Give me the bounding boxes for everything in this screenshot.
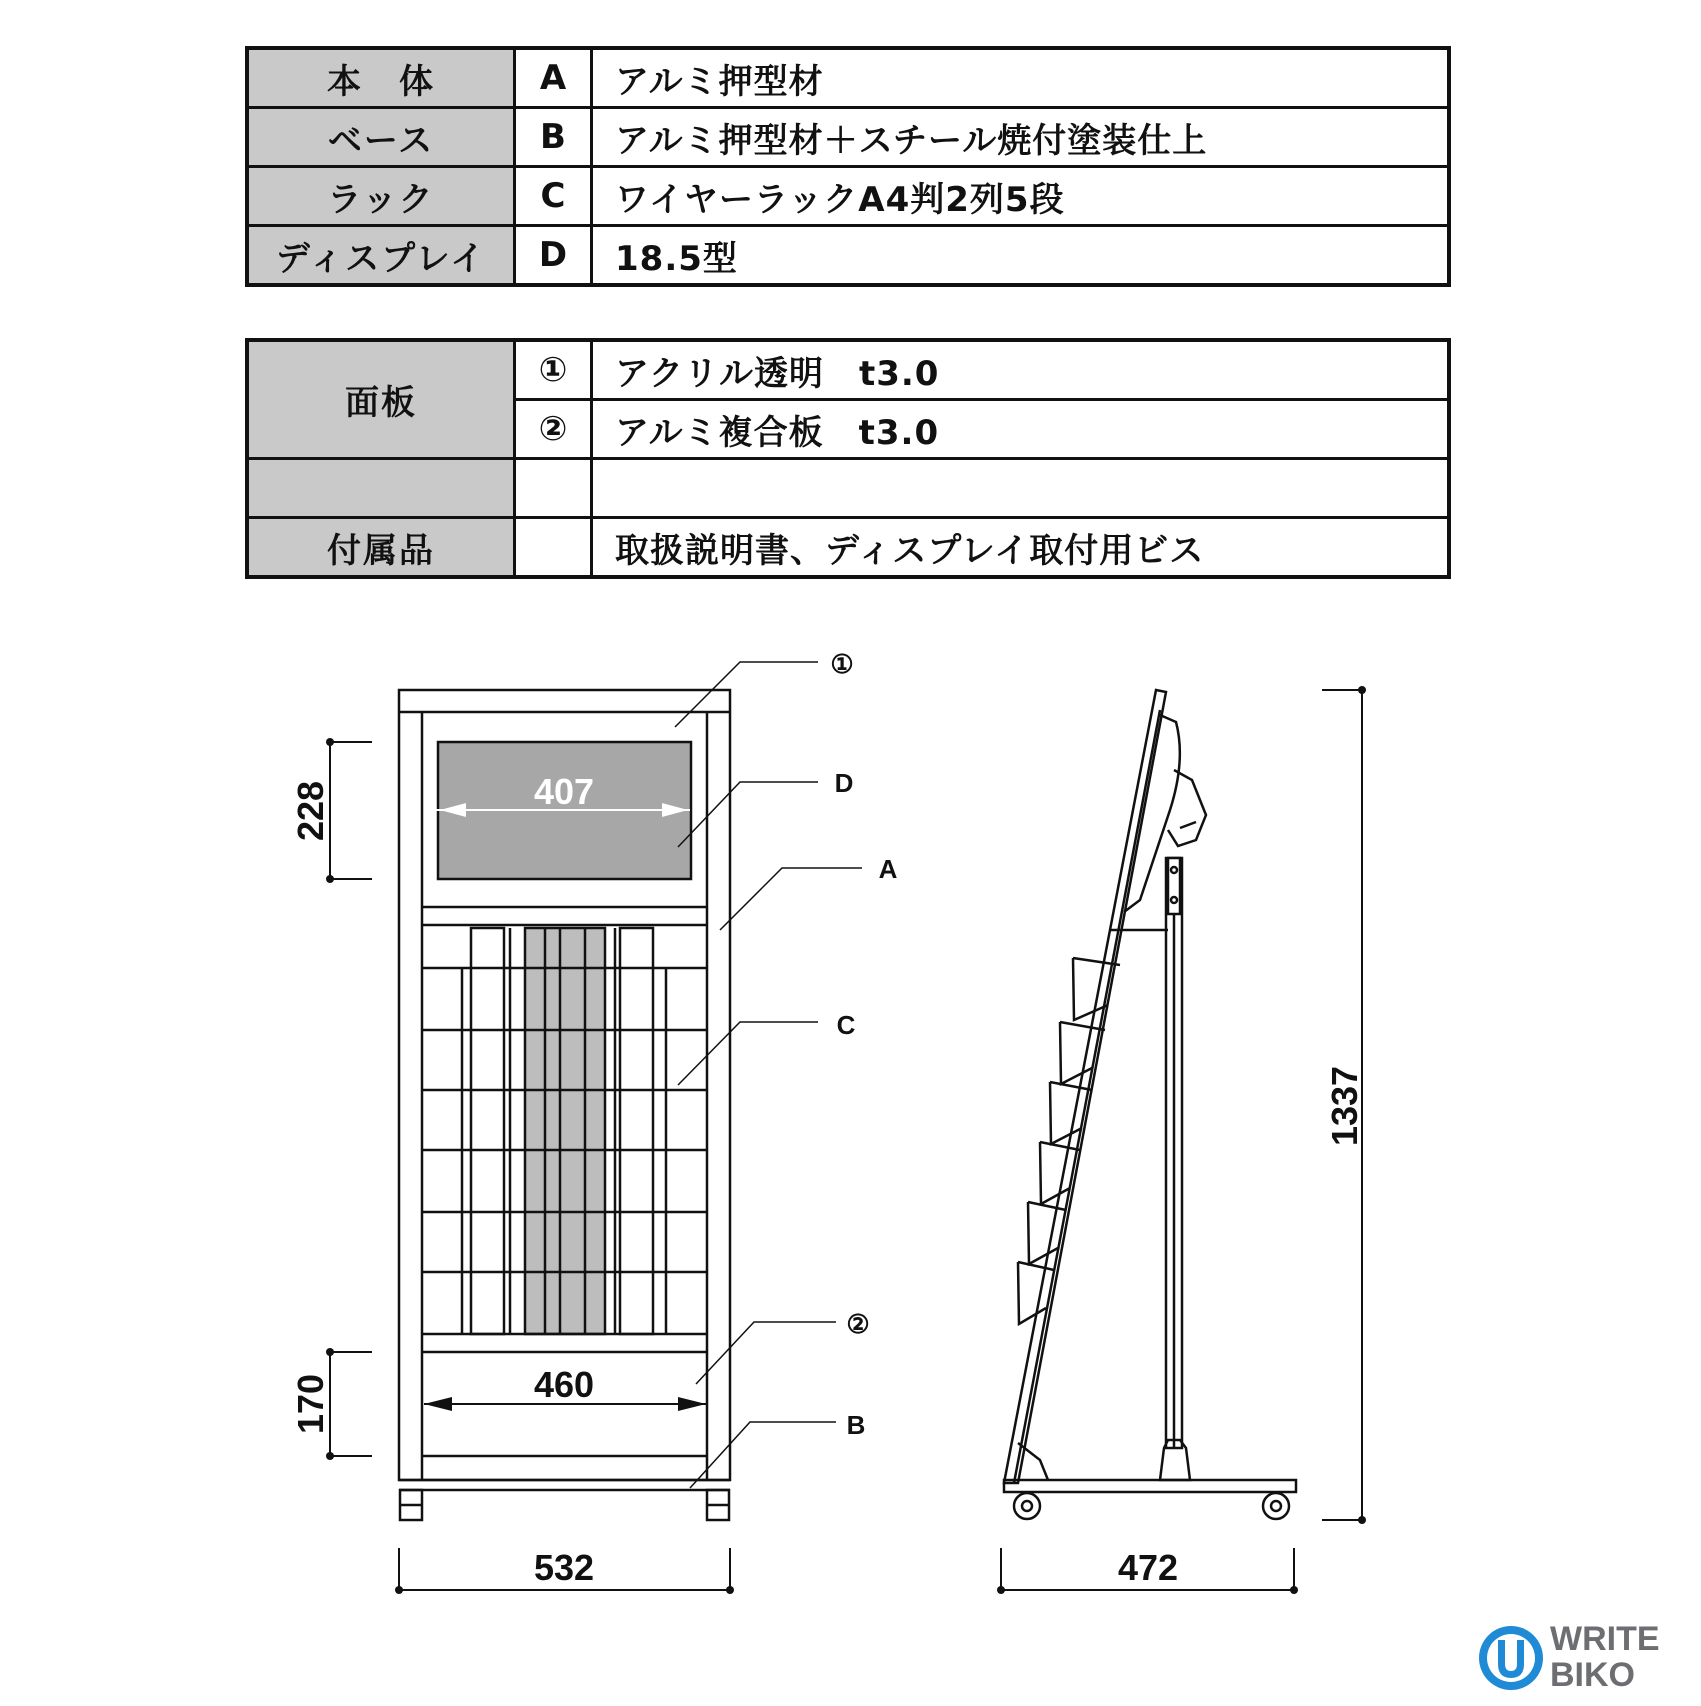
part-name: ディスプレイ xyxy=(247,226,515,286)
logo-text-line2: BIKO xyxy=(1550,1656,1635,1694)
side-view xyxy=(1004,690,1296,1519)
dim-point xyxy=(326,875,334,883)
callout-label: B xyxy=(846,1410,866,1440)
logo-mark-icon xyxy=(1476,1620,1546,1696)
part-name: 本 体 xyxy=(247,48,515,108)
callout-label: D xyxy=(834,768,854,798)
dim-point xyxy=(326,1452,334,1460)
panel-code: ② xyxy=(515,400,592,459)
dim-header-height-lines xyxy=(330,742,372,879)
part-code: C xyxy=(515,167,592,226)
dim-point xyxy=(1358,686,1366,694)
part-name: ベース xyxy=(247,108,515,167)
callout-label: A xyxy=(878,854,898,884)
dim-overall-width: 532 xyxy=(533,1547,595,1588)
dim-header-height: 228 xyxy=(290,780,331,842)
part-material: 18.5型 xyxy=(592,226,1450,286)
dim-point xyxy=(1358,1516,1366,1524)
logo-text-line1: WRITE xyxy=(1550,1620,1660,1658)
arrow-icon xyxy=(678,1397,706,1411)
callout-label: ① xyxy=(830,649,854,679)
arrow-icon xyxy=(424,1397,452,1411)
dim-base-panel-height: 170 xyxy=(290,1373,331,1435)
dim-overall-height: 1337 xyxy=(1324,1065,1365,1147)
panel-material: アクリル透明 t3.0 xyxy=(592,340,1450,400)
part-code: B xyxy=(515,108,592,167)
dim-base-panel-width: 460 xyxy=(533,1364,595,1405)
callout-label: C xyxy=(836,1010,856,1040)
callout-label: ② xyxy=(846,1309,870,1339)
dim-point xyxy=(997,1586,1005,1594)
part-material: アルミ押型材 xyxy=(592,48,1450,108)
dim-point xyxy=(326,738,334,746)
accessories-label: 付属品 xyxy=(247,518,515,578)
accessories-list: 取扱説明書、ディスプレイ取付用ビス xyxy=(592,518,1450,578)
dim-point xyxy=(395,1586,403,1594)
part-name: ラック xyxy=(247,167,515,226)
dim-point xyxy=(1290,1586,1298,1594)
part-code: A xyxy=(515,48,592,108)
panel-label: 面板 xyxy=(247,340,515,459)
panel-material: アルミ複合板 t3.0 xyxy=(592,400,1450,459)
part-material: アルミ押型材＋スチール焼付塗装仕上 xyxy=(592,108,1450,167)
panel-code: ① xyxy=(515,340,592,400)
brand-logo xyxy=(1476,1620,1682,1696)
part-code: D xyxy=(515,226,592,286)
dim-display-width: 407 xyxy=(533,771,595,812)
dim-point xyxy=(726,1586,734,1594)
dim-base-height-lines xyxy=(330,1352,372,1456)
part-material: ワイヤーラックA4判2列5段 xyxy=(592,167,1450,226)
dim-point xyxy=(326,1348,334,1356)
dim-depth: 472 xyxy=(1117,1547,1179,1588)
